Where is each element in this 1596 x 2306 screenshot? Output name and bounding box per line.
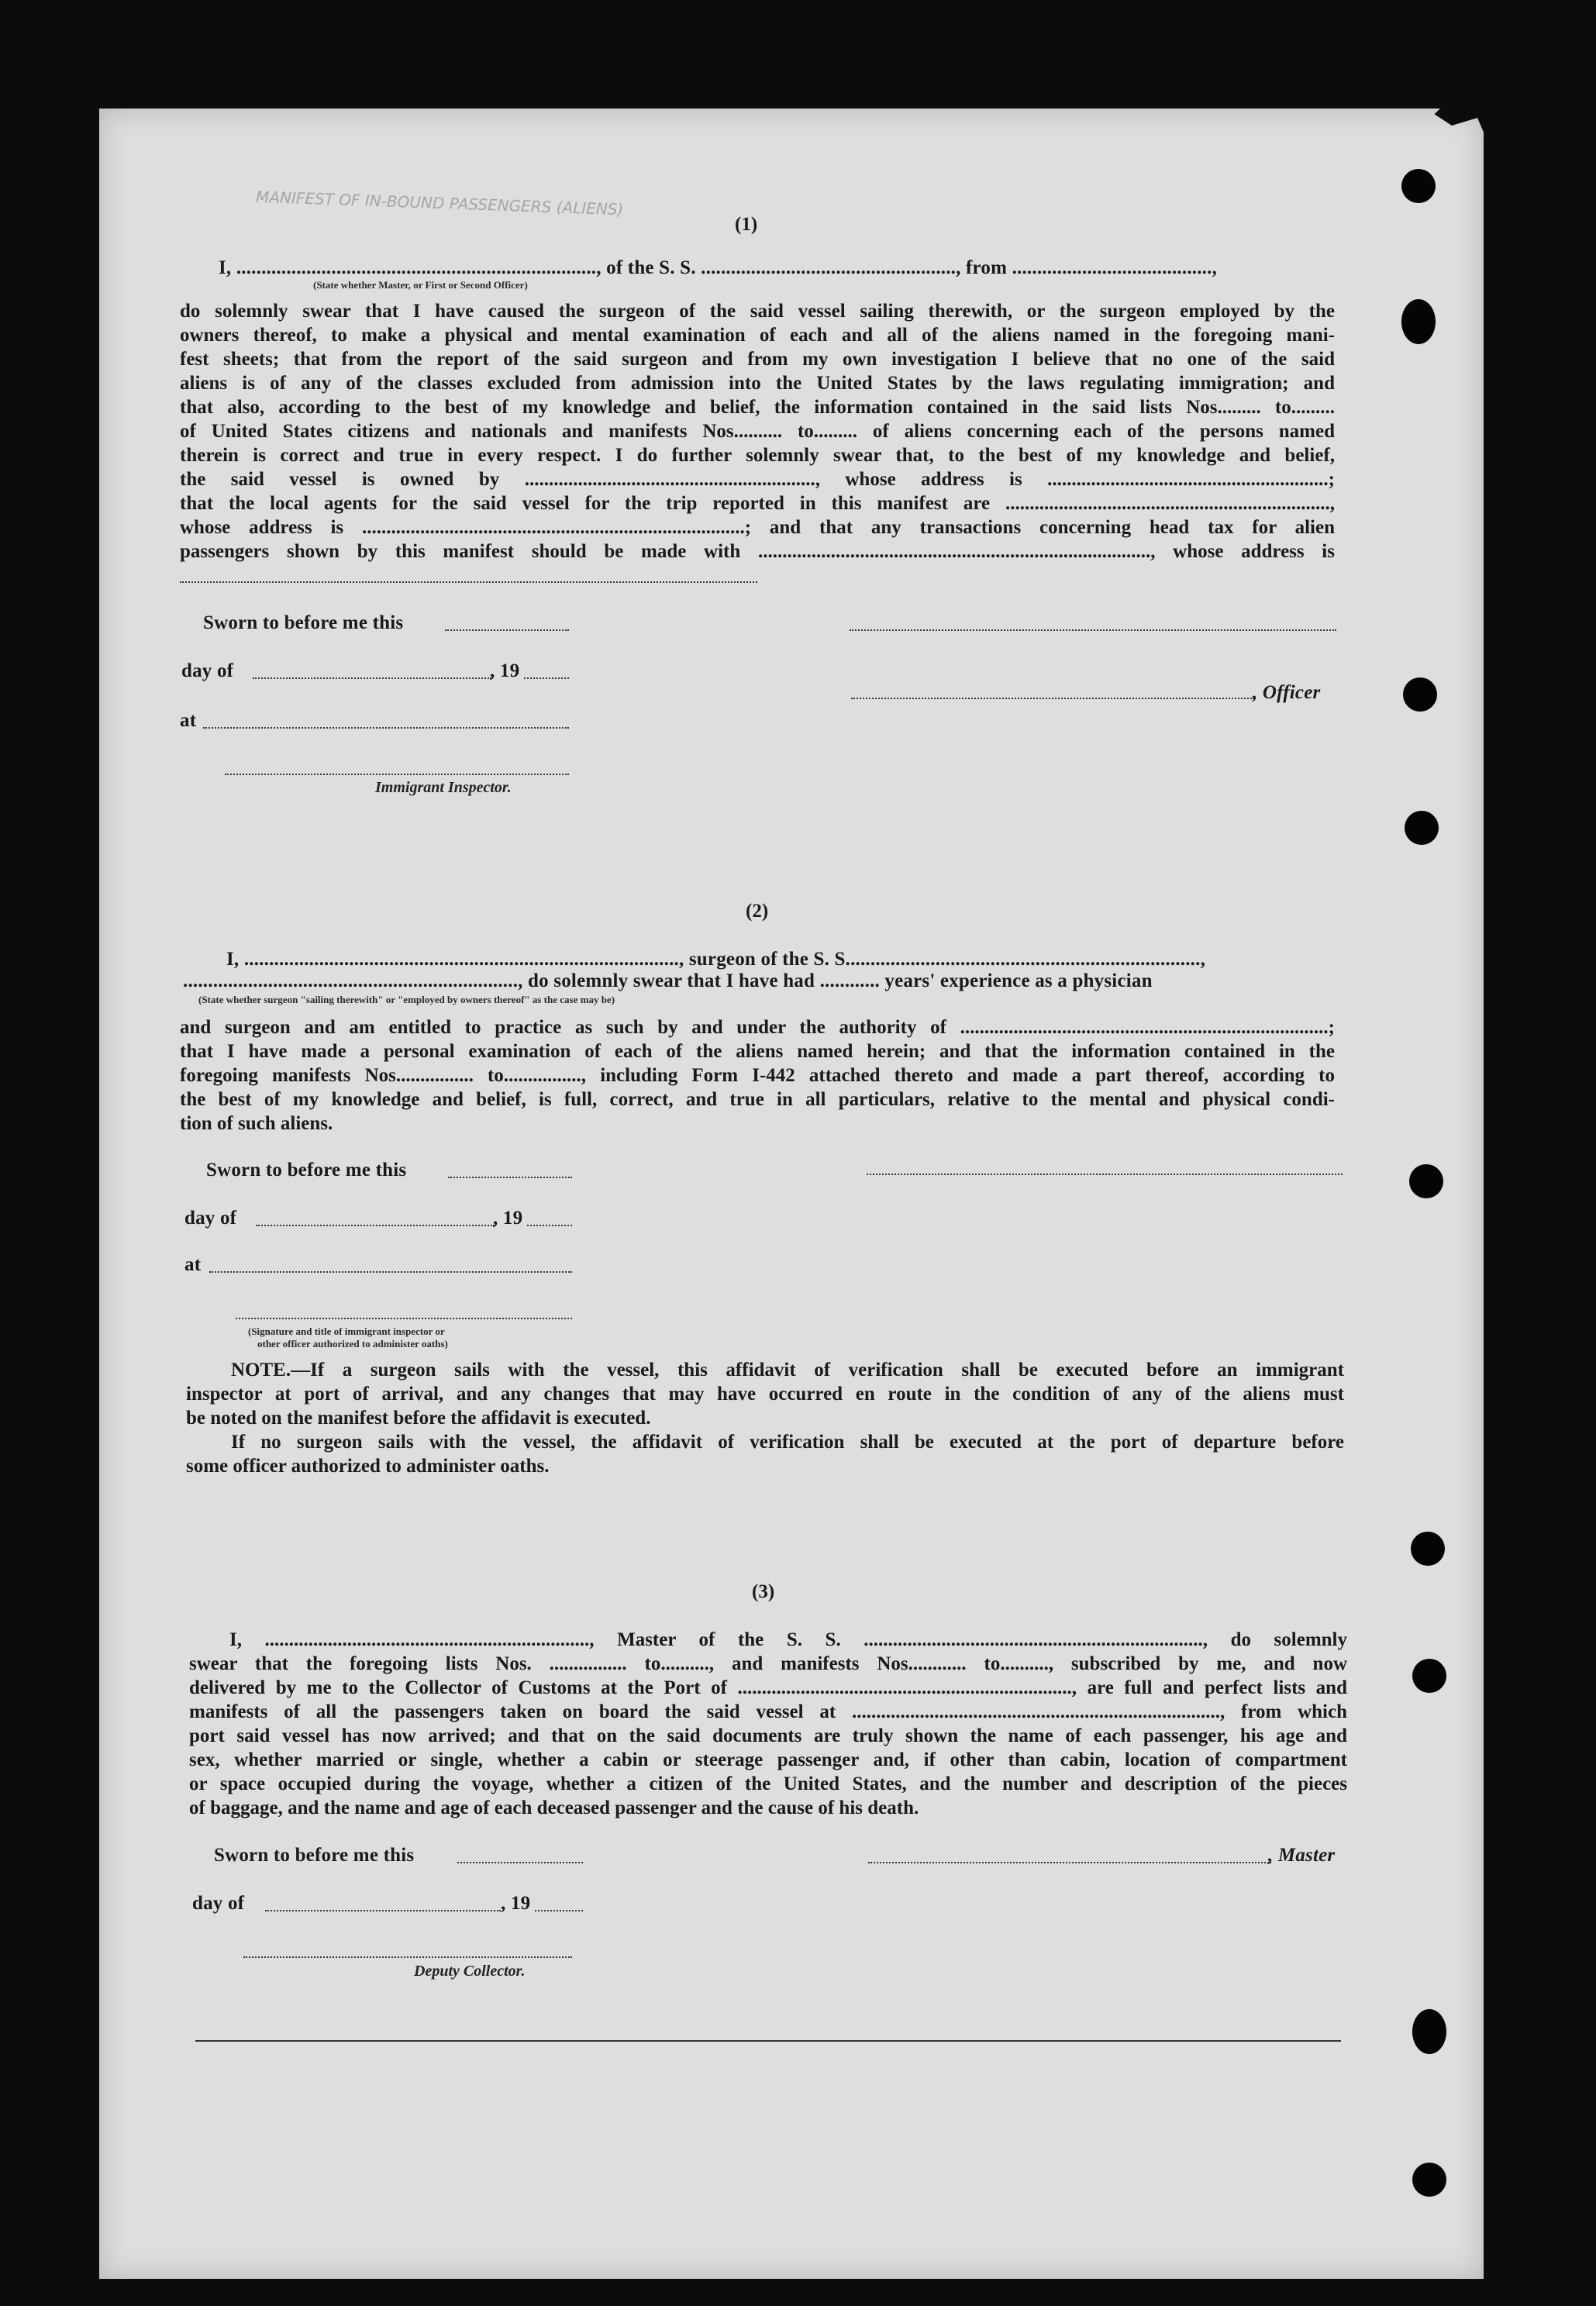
year-line: [535, 1910, 583, 1911]
punch-hole: [1412, 1659, 1446, 1693]
master-label: , Master: [1268, 1845, 1336, 1866]
signature-note: (Signature and title of immigrant inspector or: [248, 1325, 445, 1337]
text-line: sex, whether married or single, whether a cabin or steerage passenger and, if other than cabin, location of compartment: [189, 1749, 1347, 1770]
note-paragraph: [186, 1358, 1344, 1478]
text-line: the best of my knowledge and belief, is full, correct, and true in all particulars, relative to the mental and physical condi-: [180, 1089, 1335, 1110]
bleed-through-header: MANIFEST OF IN-BOUND PASSENGERS (ALIENS): [255, 187, 624, 219]
officer-label: , Officer: [1253, 682, 1321, 703]
punch-hole: [1401, 169, 1436, 203]
sworn-label: Sworn to before me this: [206, 1160, 407, 1181]
inspector-label: Immigrant Inspector.: [375, 779, 512, 796]
text-line: fest sheets; that from the report of the said surgeon and from my own investigation I believe that no one of the said: [180, 349, 1335, 370]
text-line: foregoing manifests Nos................ to................, including Form I-442 attached thereto and made a part thereof, according to: [180, 1065, 1335, 1086]
bottom-rule: [195, 2040, 1341, 2042]
year-line: [524, 677, 569, 679]
punch-hole: [1401, 299, 1436, 344]
text-line: that also, according to the best of my knowledge and belief, the information contained in the said lists Nos......... to.........: [180, 397, 1335, 418]
text-line: swear that the foregoing lists Nos. ................ to.........., and manifests Nos............ to.........., subscribed by me, and now: [189, 1653, 1347, 1674]
text-line: some officer authorized to administer oaths.: [186, 1456, 550, 1477]
at-label: at: [184, 1254, 202, 1275]
punch-hole: [1412, 2009, 1446, 2054]
text-line: do solemnly swear that I have caused the surgeon of the said vessel sailing therewith, or the surgeon employed by the: [180, 301, 1335, 322]
text-line: and surgeon and am entitled to practice as such by and under the authority of ............................................................................;: [180, 1017, 1335, 1038]
day-line: [265, 1910, 501, 1911]
punch-hole: [1411, 1532, 1445, 1566]
section-1-first-line: I, ........................................................................, of the S. S. ..................................................., from ........................................,: [219, 257, 1218, 278]
surgeon-status-note: (State whether surgeon "sailing therewith" or "employed by owners thereof" as the case may be): [198, 994, 615, 1005]
text-line: manifests of all the passengers taken on board the said vessel at ............................................................................, from which: [189, 1701, 1347, 1722]
day-of-label: day of: [184, 1208, 237, 1229]
text-line: aliens is of any of the classes excluded from admission into the United States by the laws regulating immigration; and: [180, 373, 1335, 394]
signature-note: other officer authorized to administer oaths): [257, 1338, 448, 1349]
day-line: [256, 1225, 495, 1226]
text-line: I, ..................................................................., Master of the S. S. ......................................................................, do solemnly: [229, 1629, 1347, 1650]
place-line: [209, 1271, 572, 1273]
text-line: that I have made a personal examination of each of the aliens named herein; and that the information contained in the: [180, 1041, 1335, 1062]
year-label: , 19: [490, 660, 520, 681]
deputy-label: Deputy Collector.: [414, 1963, 526, 1980]
text-line: whose address is ...............................................................................; and that any transactions concerning head tax for alien: [180, 517, 1335, 538]
section-1-body: [180, 299, 1335, 564]
signature-line: [867, 1174, 1343, 1175]
signature-line: [180, 581, 757, 583]
year-label: , 19: [501, 1893, 531, 1914]
punch-hole: [1412, 2163, 1446, 2197]
sworn-date-line: [445, 629, 569, 631]
day-of-label: day of: [192, 1893, 245, 1914]
day-of-label: day of: [181, 660, 234, 681]
text-line: inspector at port of arrival, and any changes that may have occurred en route in the condition of any of the aliens must: [186, 1384, 1344, 1405]
section-2-number: (2): [746, 901, 769, 922]
sworn-label: Sworn to before me this: [214, 1845, 415, 1866]
sworn-date-line: [457, 1862, 583, 1863]
text-line: that the local agents for the said vessel for the trip reported in this manifest are ...................................................................,: [180, 493, 1335, 514]
text-line: passengers shown by this manifest should be made with ................................................................................., whose address is: [180, 541, 1335, 562]
officer-line: [851, 698, 1254, 699]
text-line: therein is correct and true in every respect. I do further solemnly swear that, to the best of my knowledge and belief,: [180, 445, 1335, 466]
inspector-signature-line: [236, 1318, 572, 1319]
section-3-body: [189, 1628, 1347, 1820]
at-label: at: [180, 710, 197, 731]
punch-hole: [1405, 811, 1439, 845]
section-2-second-line: ..................................................................., do solemnly swear that I have had ............ years' experience as a physician: [183, 970, 1153, 991]
master-signature-line: [868, 1862, 1271, 1863]
place-line: [203, 727, 569, 729]
signature-line: [850, 629, 1336, 631]
text-line: the said vessel is owned by ............................................................, whose address is ..........................................................;: [180, 469, 1335, 490]
year-label: , 19: [493, 1208, 523, 1229]
section-1-officer-note: (State whether Master, or First or Second Officer): [313, 279, 528, 291]
section-3-number: (3): [752, 1581, 775, 1602]
section-1-number: (1): [735, 214, 758, 235]
section-2-body: [180, 1015, 1335, 1136]
text-line: of United States citizens and nationals and manifests Nos.......... to......... of aliens concerning each of the persons named: [180, 421, 1335, 442]
text-line: If no surgeon sails with the vessel, the affidavit of verification shall be executed at the port of departure before: [231, 1432, 1344, 1453]
text-line: delivered by me to the Collector of Customs at the Port of ....................................................................., are full and perfect lists and: [189, 1677, 1347, 1698]
punch-hole: [1409, 1164, 1443, 1198]
text-line: or space occupied during the voyage, whether a citizen of the United States, and the number and description of the pieces: [189, 1773, 1347, 1794]
sworn-label: Sworn to before me this: [203, 612, 404, 633]
text-line: tion of such aliens.: [180, 1113, 333, 1134]
punch-hole: [1403, 677, 1437, 712]
inspector-signature-line: [225, 774, 569, 775]
year-line: [527, 1225, 572, 1226]
sworn-date-line: [448, 1177, 572, 1178]
text-line: owners thereof, to make a physical and mental examination of each and all of the aliens named in the foregoing mani-: [180, 325, 1335, 346]
text-line: NOTE.—If a surgeon sails with the vessel, this affidavit of verification shall be executed before an immigrant: [231, 1360, 1344, 1380]
day-line: [253, 677, 491, 679]
text-line: port said vessel has now arrived; and that on the said documents are truly shown the name of each passenger, his age and: [189, 1725, 1347, 1746]
text-line: of baggage, and the name and age of each deceased passenger and the cause of his death.: [189, 1798, 919, 1818]
deputy-signature-line: [243, 1956, 572, 1958]
text-line: be noted on the manifest before the affidavit is executed.: [186, 1408, 651, 1429]
section-2-first-line: I, ......................................................................................., surgeon of the S. S.......................................................................,: [226, 949, 1206, 970]
